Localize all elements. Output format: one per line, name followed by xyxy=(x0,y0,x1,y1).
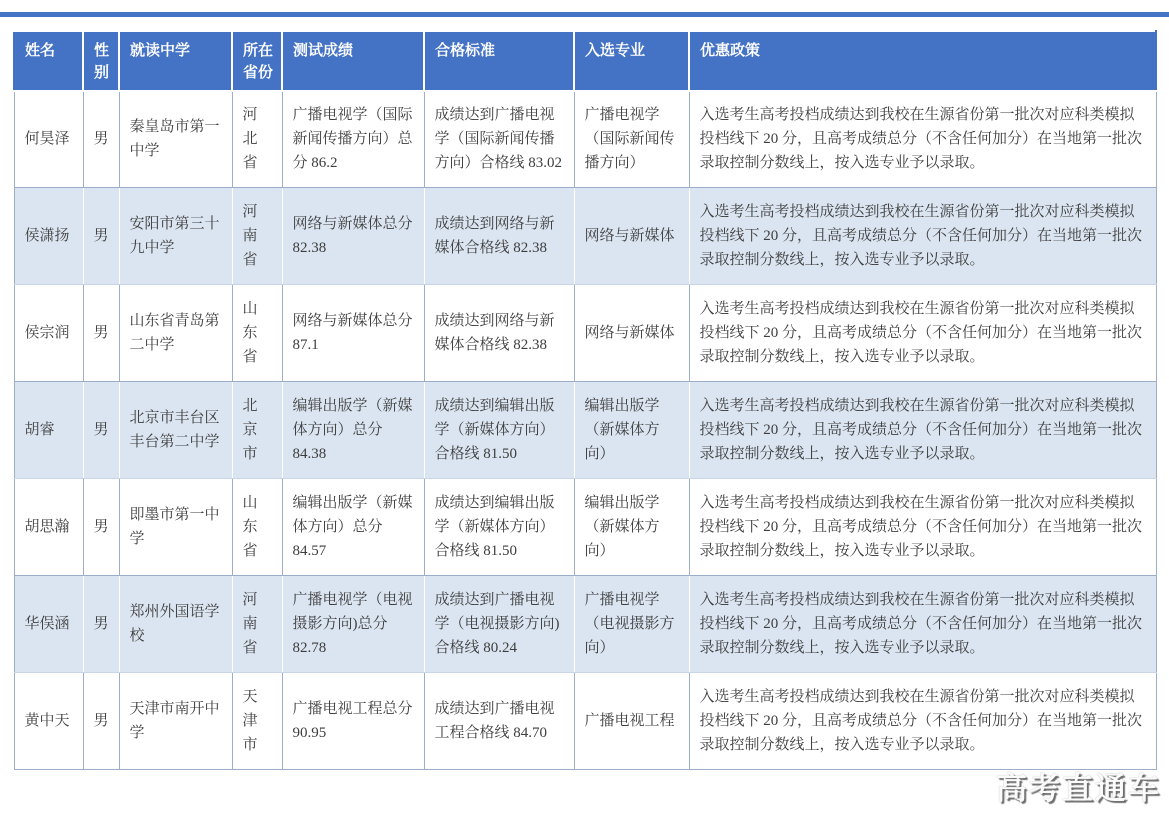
cell-gender: 男 xyxy=(83,285,119,382)
cell-province: 河南省 xyxy=(232,576,282,673)
cell-gender: 男 xyxy=(83,673,119,770)
cell-province: 河北省 xyxy=(232,91,282,188)
cell-school: 秦皇岛市第一中学 xyxy=(119,91,232,188)
cell-name: 胡思瀚 xyxy=(14,479,83,576)
cell-major: 广播电视学（国际新闻传播方向） xyxy=(574,91,689,188)
header-cell-province: 所在省份 xyxy=(232,31,282,91)
cell-major: 广播电视工程 xyxy=(574,673,689,770)
cell-province: 山东省 xyxy=(232,285,282,382)
cell-score: 编辑出版学（新媒体方向）总分 84.38 xyxy=(282,382,424,479)
table-row xyxy=(14,673,1156,770)
cell-school: 安阳市第三十九中学 xyxy=(119,188,232,285)
cell-gender: 男 xyxy=(83,576,119,673)
table-header-row xyxy=(14,31,1156,91)
cell-standard: 成绩达到网络与新媒体合格线 82.38 xyxy=(424,188,574,285)
cell-policy: 入选考生高考投档成绩达到我校在生源省份第一批次对应科类模拟投档线下 20 分，且高考成绩总分（不含任何加分）在当地第一批次录取控制分数线上，按入选专业予以录取。 xyxy=(689,91,1156,188)
cell-gender: 男 xyxy=(83,91,119,188)
cell-school: 郑州外国语学校 xyxy=(119,576,232,673)
header-cell-major: 入选专业 xyxy=(574,31,689,91)
table-row xyxy=(14,479,1156,576)
cell-name: 何昊泽 xyxy=(14,91,83,188)
cell-province: 天津市 xyxy=(232,673,282,770)
cell-policy: 入选考生高考投档成绩达到我校在生源省份第一批次对应科类模拟投档线下 20 分，且高考成绩总分（不含任何加分）在当地第一批次录取控制分数线上，按入选专业予以录取。 xyxy=(689,382,1156,479)
cell-standard: 成绩达到编辑出版学（新媒体方向）合格线 81.50 xyxy=(424,382,574,479)
header-cell-gender: 性别 xyxy=(83,31,119,91)
cell-major: 网络与新媒体 xyxy=(574,188,689,285)
cell-major: 广播电视学（电视摄影方向） xyxy=(574,576,689,673)
cell-score: 广播电视学（电视摄影方向)总分 82.78 xyxy=(282,576,424,673)
table-row xyxy=(14,576,1156,673)
cell-standard: 成绩达到广播电视工程合格线 84.70 xyxy=(424,673,574,770)
table-row xyxy=(14,188,1156,285)
table-row xyxy=(14,382,1156,479)
cell-policy: 入选考生高考投档成绩达到我校在生源省份第一批次对应科类模拟投档线下 20 分，且高考成绩总分（不含任何加分）在当地第一批次录取控制分数线上，按入选专业予以录取。 xyxy=(689,576,1156,673)
cell-school: 天津市南开中学 xyxy=(119,673,232,770)
cell-standard: 成绩达到编辑出版学（新媒体方向）合格线 81.50 xyxy=(424,479,574,576)
cell-score: 网络与新媒体总分 87.1 xyxy=(282,285,424,382)
watermark-gaokao-zhitongche: 高考直通车 xyxy=(996,771,1161,806)
cell-name: 侯潇扬 xyxy=(14,188,83,285)
cell-major: 编辑出版学（新媒体方向） xyxy=(574,382,689,479)
cell-standard: 成绩达到网络与新媒体合格线 82.38 xyxy=(424,285,574,382)
cell-name: 华俣涵 xyxy=(14,576,83,673)
header-cell-standard: 合格标准 xyxy=(424,31,574,91)
cell-standard: 成绩达到广播电视学（国际新闻传播方向）合格线 83.02 xyxy=(424,91,574,188)
cell-policy: 入选考生高考投档成绩达到我校在生源省份第一批次对应科类模拟投档线下 20 分，且高考成绩总分（不含任何加分）在当地第一批次录取控制分数线上，按入选专业予以录取。 xyxy=(689,673,1156,770)
cell-province: 河南省 xyxy=(232,188,282,285)
cell-score: 网络与新媒体总分 82.38 xyxy=(282,188,424,285)
table-row xyxy=(14,285,1156,382)
cell-name: 侯宗润 xyxy=(14,285,83,382)
header-cell-score: 测试成绩 xyxy=(282,31,424,91)
cell-name: 胡睿 xyxy=(14,382,83,479)
cell-score: 广播电视学（国际新闻传播方向）总分 86.2 xyxy=(282,91,424,188)
cell-score: 编辑出版学（新媒体方向）总分 84.57 xyxy=(282,479,424,576)
admission-table xyxy=(13,30,1157,770)
header-cell-school: 就读中学 xyxy=(119,31,232,91)
cell-school: 山东省青岛第二中学 xyxy=(119,285,232,382)
cell-gender: 男 xyxy=(83,188,119,285)
cell-province: 北京市 xyxy=(232,382,282,479)
table-row xyxy=(14,91,1156,188)
cell-province: 山东省 xyxy=(232,479,282,576)
cell-school: 北京市丰台区丰台第二中学 xyxy=(119,382,232,479)
cell-gender: 男 xyxy=(83,479,119,576)
cell-policy: 入选考生高考投档成绩达到我校在生源省份第一批次对应科类模拟投档线下 20 分，且高考成绩总分（不含任何加分）在当地第一批次录取控制分数线上，按入选专业予以录取。 xyxy=(689,188,1156,285)
cell-name: 黄中天 xyxy=(14,673,83,770)
header-cell-policy: 优惠政策 xyxy=(689,31,1156,91)
cell-score: 广播电视工程总分 90.95 xyxy=(282,673,424,770)
cell-standard: 成绩达到广播电视学（电视摄影方向)合格线 80.24 xyxy=(424,576,574,673)
header-cell-name: 姓名 xyxy=(14,31,83,91)
cell-major: 编辑出版学（新媒体方向） xyxy=(574,479,689,576)
top-border-rule xyxy=(0,12,1169,17)
cell-policy: 入选考生高考投档成绩达到我校在生源省份第一批次对应科类模拟投档线下 20 分，且高考成绩总分（不含任何加分）在当地第一批次录取控制分数线上，按入选专业予以录取。 xyxy=(689,285,1156,382)
cell-major: 网络与新媒体 xyxy=(574,285,689,382)
cell-policy: 入选考生高考投档成绩达到我校在生源省份第一批次对应科类模拟投档线下 20 分，且高考成绩总分（不含任何加分）在当地第一批次录取控制分数线上，按入选专业予以录取。 xyxy=(689,479,1156,576)
cell-school: 即墨市第一中学 xyxy=(119,479,232,576)
cell-gender: 男 xyxy=(83,382,119,479)
